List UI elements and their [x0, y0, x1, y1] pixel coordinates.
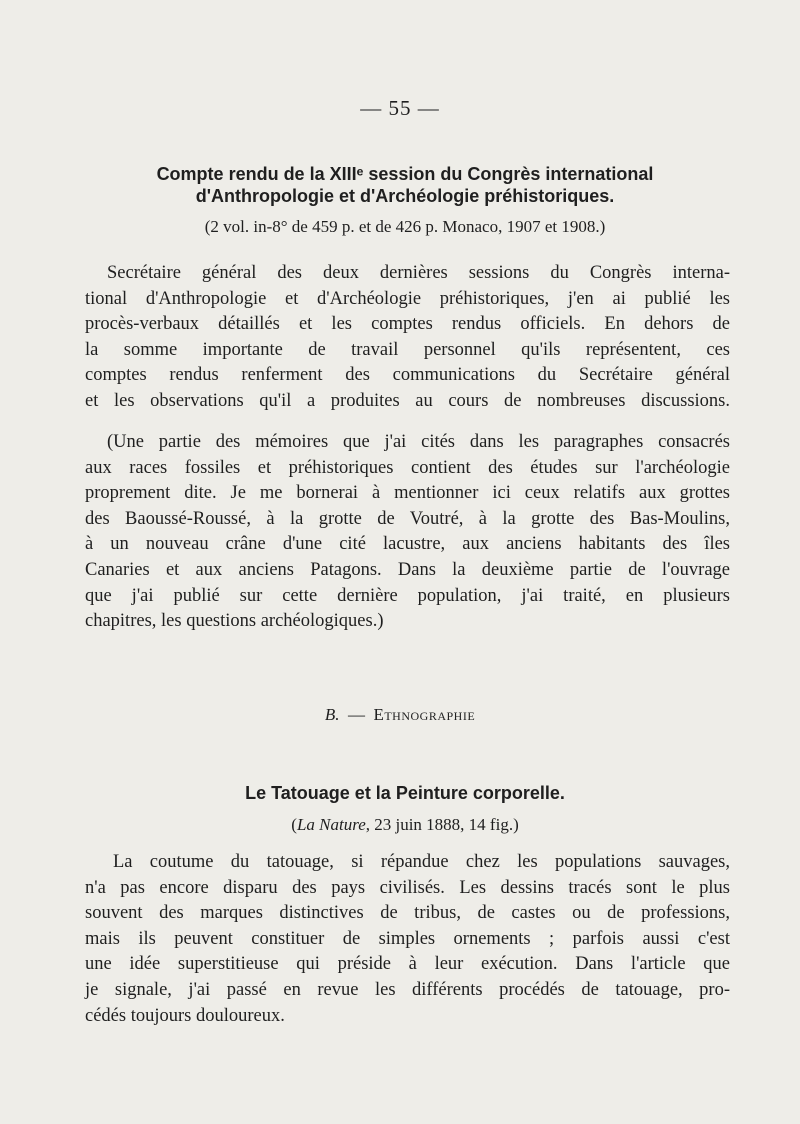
- paragraph-line: que j'ai publié sur cette dernière population, j'ai traité, en plusieurs: [85, 585, 730, 606]
- citation-journal: La Nature: [296, 815, 366, 834]
- paragraph-line: cédés toujours douloureux.: [85, 1005, 285, 1026]
- section-name: Ethnographie: [373, 705, 476, 724]
- paragraph-congres-2: [85, 430, 730, 635]
- article-citation-congres: (2 vol. in-8° de 459 p. et de 426 p. Monaco, 1907 et 1908.): [204, 217, 606, 236]
- paragraph-line: comptes rendus renferment des communications du Secrétaire général: [85, 365, 730, 386]
- section-heading-ethnographie: [0, 705, 800, 725]
- paragraph-line: souvent des marques distinctives de tribus, de castes ou de professions,: [85, 903, 730, 924]
- paragraph-line: tional d'Anthropologie et d'Archéologie préhistoriques, j'en ai publié les: [85, 288, 730, 309]
- article-citation-tatouage: [80, 815, 730, 835]
- article-title-tatouage: Le Tatouage et la Peinture corporelle.: [245, 783, 565, 803]
- section-dash: —: [347, 705, 365, 724]
- paragraph-line: Canaries et aux anciens Patagons. Dans la deuxième partie de l'ouvrage: [85, 559, 730, 580]
- paragraph-line: n'a pas encore disparu des pays civilisés. Les dessins tracés sont le plus: [85, 877, 730, 898]
- citation-open: (: [291, 815, 297, 834]
- paragraph-line: aux races fossiles et préhistoriques contient des études sur l'archéologie: [85, 457, 730, 478]
- paragraph-line: des Baoussé-Roussé, à la grotte de Voutré, à la grotte des Bas-Moulins,: [85, 508, 730, 529]
- article-title-congres: [80, 163, 730, 207]
- paragraph-line: et les observations qu'il a produites au cours de nombreuses discussions.: [85, 390, 730, 411]
- paragraph-line: la somme importante de travail personnel qu'ils représentent, ces: [85, 339, 730, 360]
- citation-details: , 23 juin 1888, 14 fig.): [365, 815, 519, 834]
- paragraph-congres-1: [85, 261, 730, 415]
- article-title-line-2: d'Anthropologie et d'Archéologie préhistoriques.: [195, 186, 615, 206]
- paragraph-line: chapitres, les questions archéologiques.): [85, 611, 384, 632]
- page-number: — 55 —: [360, 96, 440, 120]
- paragraph-line: Secrétaire général des deux dernières sessions du Congrès interna-: [107, 263, 730, 283]
- paragraph-line: proprement dite. Je me bornerai à mentionner ici ceux relatifs aux grottes: [85, 483, 730, 504]
- paragraph-line: procès-verbaux détaillés et les comptes rendus officiels. En dehors de: [85, 314, 730, 335]
- paragraph-line: mais ils peuvent constituer de simples ornements ; parfois aussi c'est: [85, 928, 730, 949]
- paragraph-line: La coutume du tatouage, si répandue chez les populations sauvages,: [113, 852, 730, 872]
- paragraph-line: je signale, j'ai passé en revue les différents procédés de tatouage, pro-: [85, 979, 730, 1000]
- paragraph-line: une idée superstitieuse qui préside à leur exécution. Dans l'article que: [85, 954, 730, 975]
- paragraph-tatouage: [85, 850, 730, 1029]
- paragraph-line: (Une partie des mémoires que j'ai cités dans les paragraphes consacrés: [107, 432, 730, 452]
- section-letter: B.: [324, 705, 340, 724]
- article-title-line-1: Compte rendu de la XIIIᵉ session du Congrès international: [156, 164, 654, 184]
- paragraph-line: à un nouveau crâne d'une cité lacustre, aux anciens habitants des îles: [85, 534, 730, 555]
